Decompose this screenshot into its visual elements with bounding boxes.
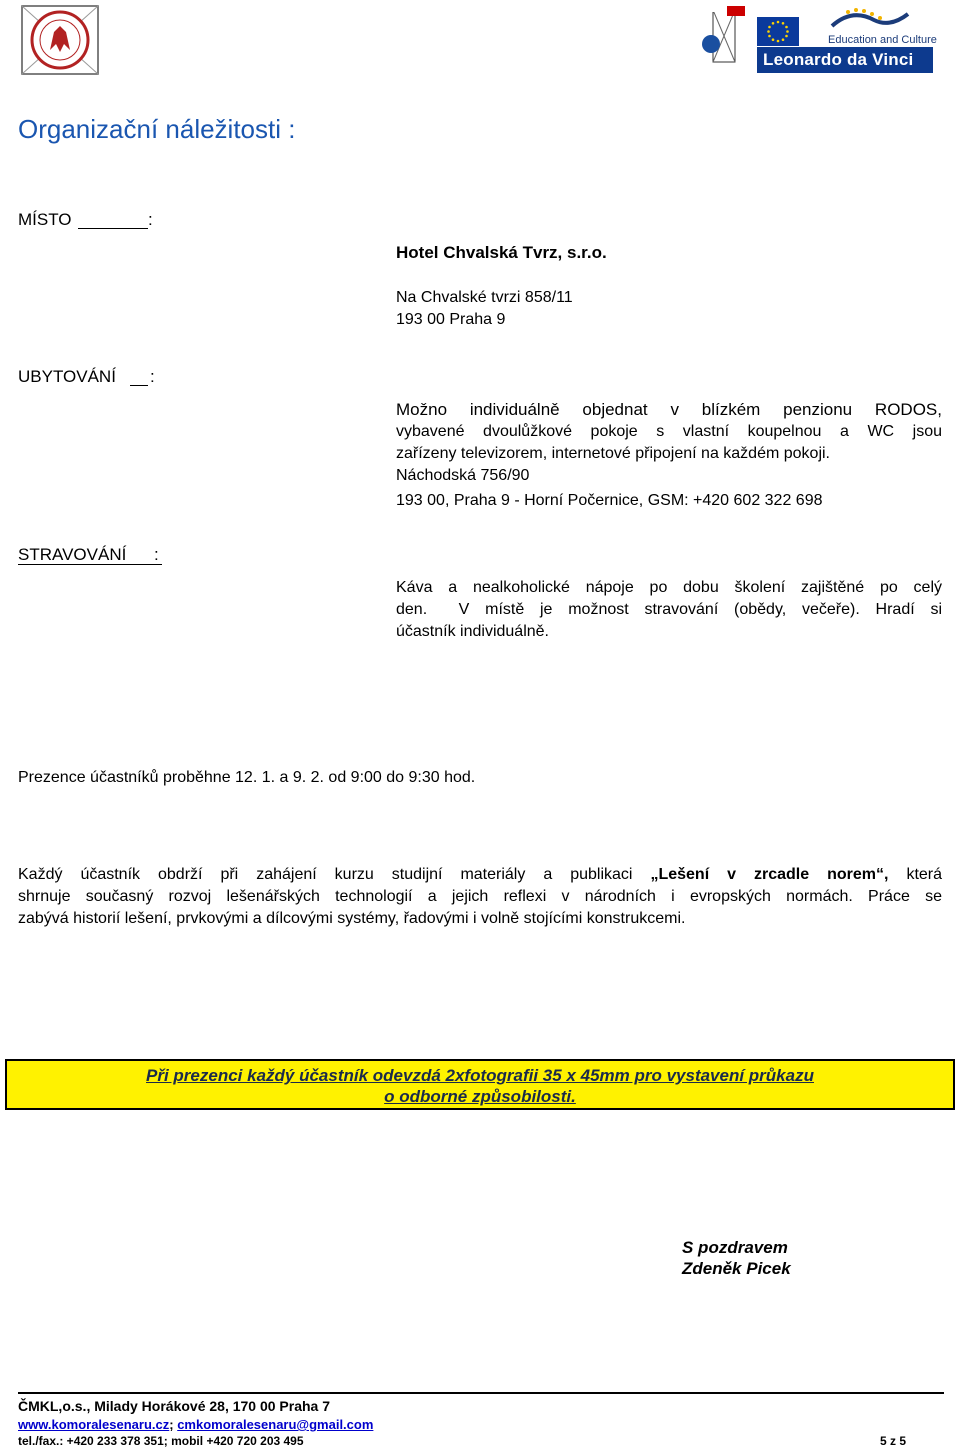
- footer-divider: [18, 1392, 944, 1394]
- ubytovani-line2: vybavené dvoulůžkové pokoje s vlastní koupelnou a WC jsou: [396, 423, 942, 440]
- materials-line1-pre: Každý účastník obdrží při zahájení kurzu studijní materiály a publikaci: [18, 866, 633, 883]
- photo-notice-box: [5, 1059, 955, 1110]
- euroscaffold-logo: [697, 4, 749, 64]
- misto-label: MÍSTO: [18, 210, 72, 229]
- notice-line2: o odborné způsobilosti.: [384, 1087, 576, 1106]
- ubytovani-line5: 193 00, Praha 9 - Horní Počernice, GSM: +420 602 322 698: [396, 492, 823, 509]
- contact-separator: ;: [169, 1417, 178, 1432]
- ubytovani-label-underline: [130, 385, 148, 386]
- ubytovani-colon: :: [150, 367, 155, 386]
- eu-flag-icon: [757, 17, 799, 46]
- materials-line1-post: která: [906, 866, 943, 883]
- signer-name: Zdeněk Picek: [682, 1259, 791, 1278]
- page-title: Organizační náležitosti :: [18, 114, 296, 144]
- stravovani-label-underline: [18, 564, 162, 565]
- ubytovani-line4: Náchodská 756/90: [396, 467, 530, 484]
- stravovani-line2: den. V místě je možnost stravování (obědy, večeře). Hradí si: [396, 601, 942, 618]
- education-culture-logo: [812, 4, 937, 46]
- ubytovani-line1: Možno individuálně objednat v blízkém penzionu RODOS,: [396, 400, 942, 419]
- hotel-address-line2: 193 00 Praha 9: [396, 311, 506, 328]
- footer-contacts: [18, 1417, 373, 1432]
- misto-label-underline: [78, 228, 148, 229]
- materials-paragraph: [18, 864, 942, 930]
- signature-block: [682, 1237, 791, 1279]
- stravovani-colon: :: [154, 545, 159, 564]
- ubytovani-line3: zařízeny televizorem, internetové připojení na každém pokoji.: [396, 445, 830, 462]
- stravovani-label: STRAVOVÁNÍ: [18, 545, 127, 564]
- association-seal-logo: [20, 4, 100, 76]
- footer-phone: tel./fax.: +420 233 378 351; mobil +420 720 203 495: [18, 1434, 304, 1448]
- ubytovani-label: UBYTOVÁNÍ: [18, 367, 116, 386]
- materials-line3: zabývá historií lešení, prvkovými a dílcovými systémy, řadovými i volně stojícími konstrukcemi.: [18, 910, 686, 927]
- hotel-name: Hotel Chvalská Tvrz, s.r.o.: [396, 243, 607, 262]
- stravovani-line3: účastník individuálně.: [396, 623, 549, 640]
- footer-address: ČMKL,o.s., Milady Horákové 28, 170 00 Praha 7: [18, 1398, 331, 1414]
- notice-line1: Při prezenci každý účastník odevzdá 2xfotografii 35 x 45mm pro vystavení průkazu: [146, 1066, 814, 1085]
- greeting-line: S pozdravem: [682, 1238, 788, 1257]
- leonardo-da-vinci-logo: [757, 47, 933, 73]
- photo-notice-text: [7, 1065, 953, 1107]
- eac-label: Education and Culture: [828, 34, 937, 46]
- stravovani-text: [396, 577, 942, 643]
- materials-line2: shrnuje současný rozvoj lešenářských technologií a jejich reflexi v národních i evropských normách. Práce se: [18, 888, 942, 905]
- prezence-text: Prezence účastníků proběhne 12. 1. a 9. 2. od 9:00 do 9:30 hod.: [18, 769, 476, 786]
- stravovani-line1: Káva a nealkoholické nápoje po dobu školení zajištěné po celý: [396, 579, 942, 596]
- hotel-address-line1: Na Chvalské tvrzi 858/11: [396, 289, 573, 306]
- materials-line1: [18, 864, 942, 886]
- publication-title: „Lešení v zrcadle norem“,: [650, 866, 889, 883]
- website-link[interactable]: www.komoralesenaru.cz: [18, 1417, 170, 1432]
- email-link[interactable]: cmkomoralesenaru@gmail.com: [177, 1417, 374, 1432]
- ubytovani-text: [396, 399, 942, 512]
- page-number: 5 z 5: [880, 1434, 907, 1448]
- misto-colon: :: [148, 210, 153, 229]
- program-label: Leonardo da Vinci: [763, 50, 914, 69]
